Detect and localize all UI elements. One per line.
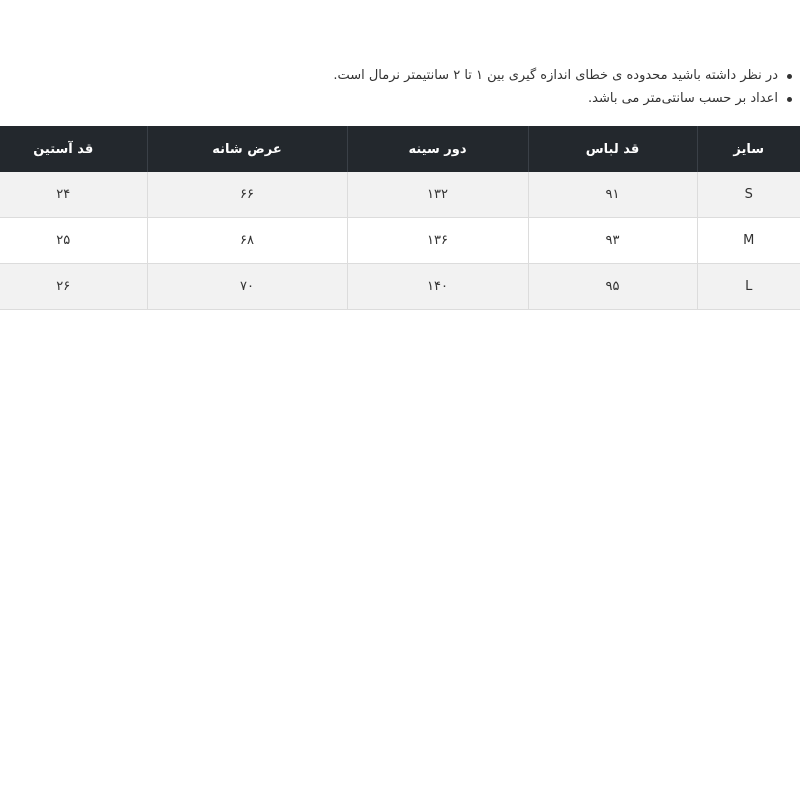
cell-shoulder: ۶۸ <box>147 218 347 264</box>
cell-shoulder: ۷۰ <box>147 264 347 310</box>
note-measurement-error: در نظر داشته باشید محدوده ی خطای اندازه گیری بین ۱ تا ۲ سانتیمتر نرمال است. <box>333 64 778 87</box>
cell-chest: ۱۳۶ <box>347 218 528 264</box>
table-row <box>0 218 800 264</box>
cell-shoulder: ۶۶ <box>147 172 347 218</box>
cell-size: M <box>697 218 800 264</box>
table-row <box>0 172 800 218</box>
table-header-row <box>0 126 800 172</box>
cell-sleeve: ۲۶ <box>0 264 147 310</box>
size-notes-list <box>333 64 800 110</box>
cell-chest: ۱۳۲ <box>347 172 528 218</box>
table-row <box>0 264 800 310</box>
cell-size: L <box>697 264 800 310</box>
size-table <box>0 126 800 310</box>
header-shoulder: عرض شانه <box>147 126 347 172</box>
cell-sleeve: ۲۵ <box>0 218 147 264</box>
cell-chest: ۱۴۰ <box>347 264 528 310</box>
header-length: قد لباس <box>528 126 697 172</box>
header-chest: دور سینه <box>347 126 528 172</box>
cell-length: ۹۵ <box>528 264 697 310</box>
header-sleeve: قد آستین <box>0 126 147 172</box>
cell-length: ۹۳ <box>528 218 697 264</box>
cell-size: S <box>697 172 800 218</box>
note-units: اعداد بر حسب سانتی‌متر می باشد. <box>333 87 778 110</box>
cell-length: ۹۱ <box>528 172 697 218</box>
cell-sleeve: ۲۴ <box>0 172 147 218</box>
header-size: سایز <box>697 126 800 172</box>
